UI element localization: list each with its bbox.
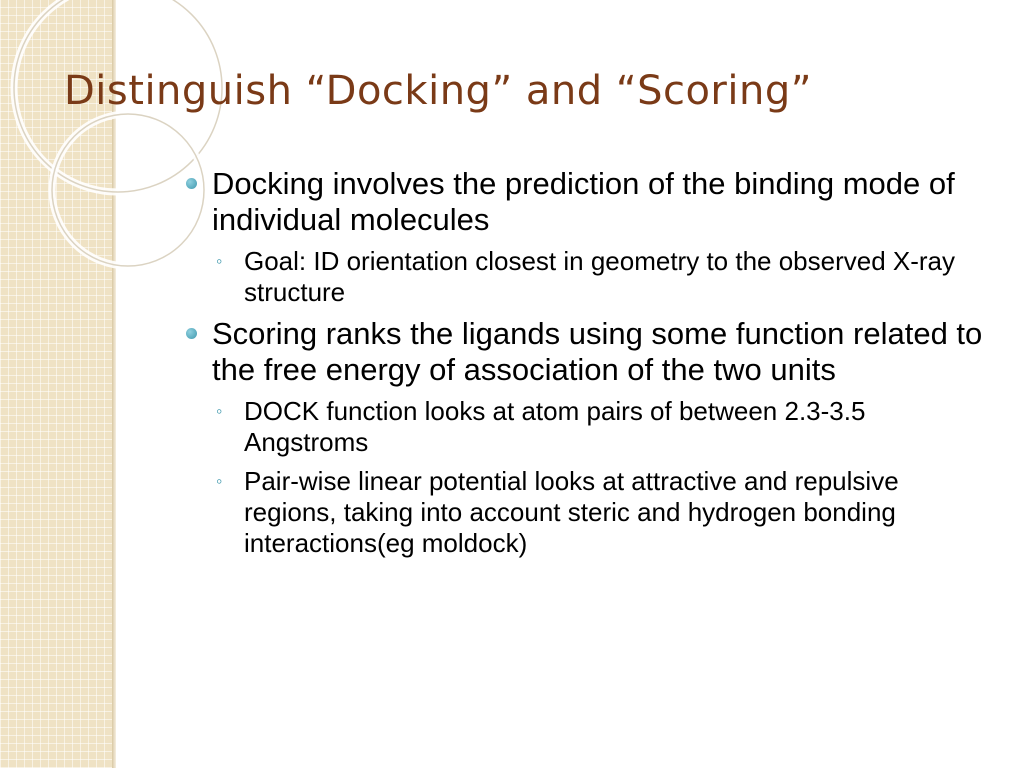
hollow-circle-bullet-icon: ◦	[216, 401, 223, 421]
filled-circle-bullet-icon	[186, 178, 197, 189]
bullet-text: Docking involves the prediction of the binding mode of individual molecules	[212, 166, 955, 237]
filled-circle-bullet-icon	[186, 328, 197, 339]
bullet-item	[184, 316, 984, 388]
bullet-text: Scoring ranks the ligands using some function related to the free energy of association of the two units	[212, 316, 983, 387]
sub-bullet-item	[184, 466, 984, 559]
hollow-circle-bullet-icon: ◦	[216, 251, 223, 271]
sub-bullet-text: Goal: ID orientation closest in geometry to the observed X-ray structure	[244, 246, 956, 307]
sub-bullet-item	[184, 246, 984, 308]
bullet-item	[184, 166, 984, 238]
slide-content	[184, 166, 984, 567]
sub-bullet-item	[184, 396, 984, 458]
sub-bullet-text: Pair-wise linear potential looks at attractive and repulsive regions, taking into account steric and hydrogen bonding interactions(eg moldock)	[244, 466, 899, 558]
slide-title: Distinguish “Docking” and “Scoring”	[64, 68, 812, 114]
sub-bullet-text: DOCK function looks at atom pairs of between 2.3-3.5 Angstroms	[244, 396, 866, 457]
hollow-circle-bullet-icon: ◦	[216, 471, 223, 491]
